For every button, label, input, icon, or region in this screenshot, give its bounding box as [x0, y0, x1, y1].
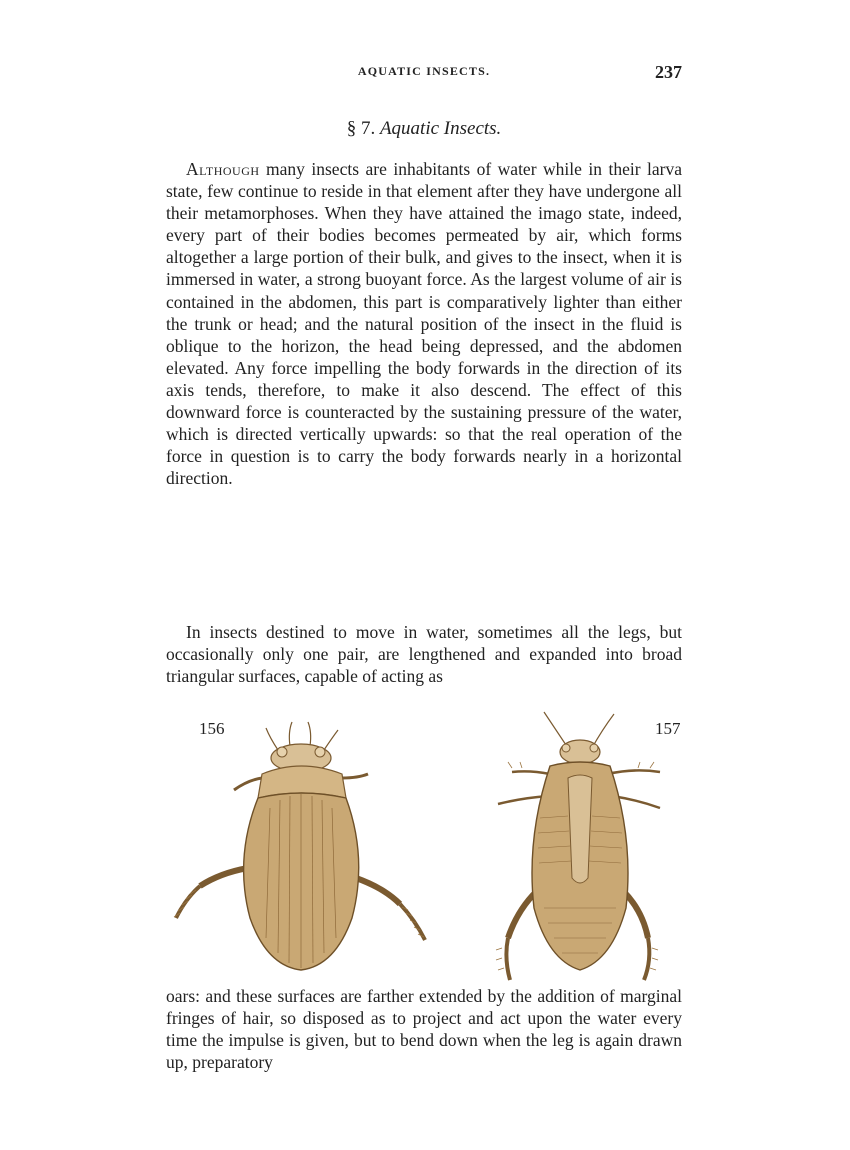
section-title: Aquatic Insects. [379, 118, 502, 139]
section-heading [166, 118, 682, 140]
paragraph-1-lead: Although [186, 159, 260, 179]
page-number: 237 [655, 62, 682, 82]
running-head: AQUATIC INSECTS. [357, 64, 491, 78]
paragraph-2 [166, 621, 682, 687]
figure-number-156: 156 [199, 719, 225, 738]
paragraph-1-text: many insects are inhabitants of water while in their larva state, few continue to reside in that element after they have undergone all their metamorphoses. When they have attained the imago state, indeed, every part of their bodies becomes permeated by air, which forms altogether a large portion of their bulk, and gives to the insect, when it is immersed in water, a strong buoyant force. As the largest volume of air is contained in the abdomen, this part is comparatively lighter than either the trunk or head; and the natural position of the insect in the fluid is oblique to the horizon, the head being depressed, and the abdomen elevated. Any force impelling the body forwards in the direction of its axis tends, therefore, to make it also descend. The effect of this downward force is counteracted by the sustaining pressure of the water, which is directed vertically upwards: so that the real operation of the force in question is to carry the body forwards nearly in a horizontal direction. [166, 159, 682, 489]
beetle-ventral-illustration [488, 708, 673, 983]
paragraph-1 [166, 158, 682, 489]
section-number: § 7. [346, 118, 376, 139]
paragraph-2-text: In insects destined to move in water, sometimes all the legs, but occasionally only one pair, are lengthened and expanded into broad triangular surfaces, capable of acting as [166, 622, 682, 687]
paragraph-3-text: oars: and these surfaces are farther extended by the addition of marginal fringes of hair, so disposed as to project and act upon the water every time the impulse is given, but to bend down when the leg is again drawn up, preparatory [166, 986, 682, 1073]
beetle-dorsal-illustration [170, 708, 435, 978]
page-header [166, 62, 682, 84]
paragraph-3 [166, 985, 682, 1073]
figure-number-157: 157 [655, 719, 681, 738]
